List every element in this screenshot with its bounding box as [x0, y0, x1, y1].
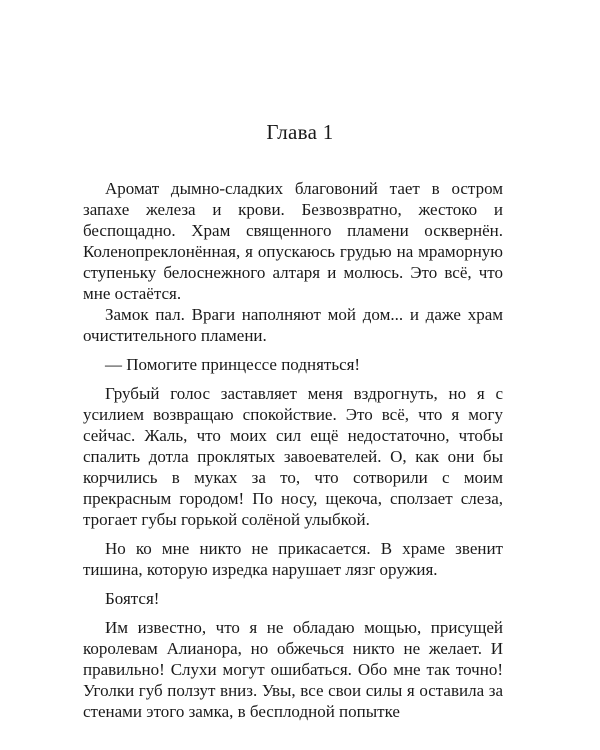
paragraph-2: Замок пал. Враги наполняют мой дом... и даже храм очистительного пламени.: [83, 305, 503, 345]
paragraph-1: Аромат дымно-сладких благовоний тает в остром запахе железа и крови. Безвозвратно, жестоко и беспощадно. Храм священного пламени осквернён. Коленопреклонённая, я опускаюсь грудью на мраморную ступеньку белоснежного алтаря и молюсь. Это всё, что мне остаётся.: [83, 179, 503, 303]
chapter-title: Глава 1: [266, 120, 334, 144]
chapter-text: [83, 178, 503, 722]
paragraph-7: Им известно, что я не обладаю мощью, присущей королевам Алианора, но обжечься никто не желает. И правильно! Слухи могут ошибаться. Обо мне так точно! Уголки губ ползут вниз. Увы, все свои силы я оставила за стенами этого замка, в бесплодной попытке: [83, 618, 503, 721]
paragraph-6: Боятся!: [105, 589, 160, 608]
paragraph-3: — Помогите принцессе подняться!: [105, 355, 361, 374]
paragraph-5: Но ко мне никто не прикасается. В храме звенит тишина, которую изредка нарушает лязг оружия.: [83, 539, 503, 579]
paragraph-4: Грубый голос заставляет меня вздрогнуть, но я с усилием возвращаю спокойствие. Это всё, что я могу сейчас. Жаль, что моих сил ещё недостаточно, чтобы спалить дотла проклятых завоевателей. О, как они бы корчились в муках за то, что сотворили с моим прекрасным городом! По носу, щекоча, сползает слеза, трогает губы горькой солёной улыбкой.: [83, 384, 503, 529]
